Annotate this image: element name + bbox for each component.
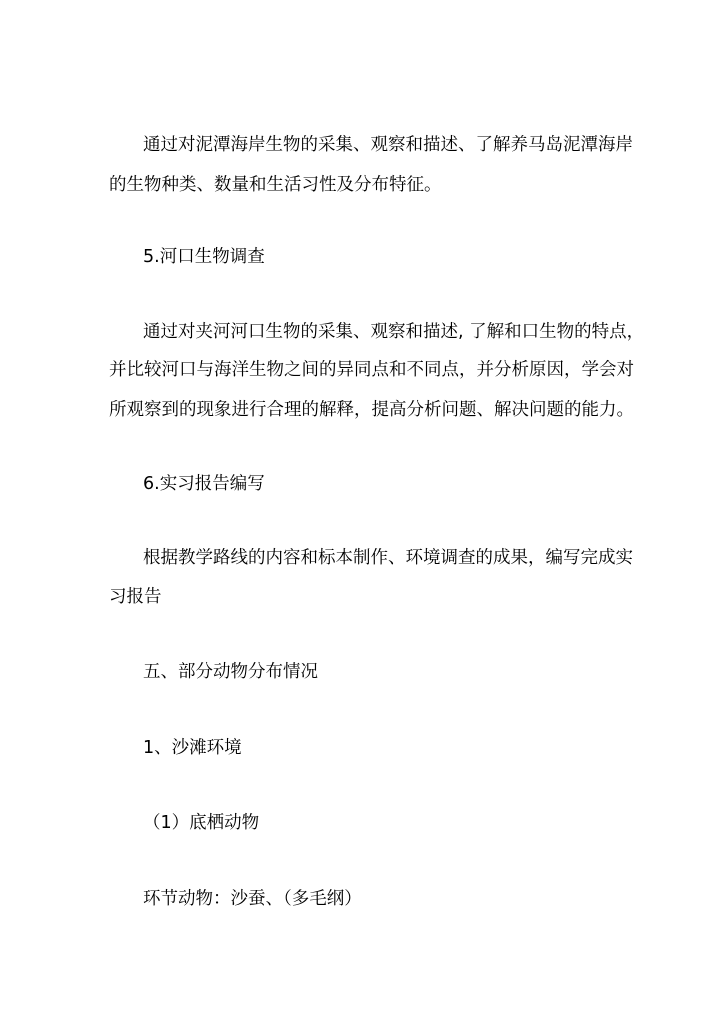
text-line: 习报告	[109, 587, 162, 607]
text-line: 通过对夹河河口生物的采集、观察和描述, 了解和口生物的特点，	[143, 322, 645, 342]
text-line: 根据教学路线的内容和标本制作、环境调查的成果，编写完成实	[143, 548, 633, 568]
section-heading: 五、部分动物分布情况	[143, 662, 318, 682]
subsection-heading: （1）底栖动物	[143, 813, 260, 833]
text-line: 并比较河口与海洋生物之间的异同点和不同点，并分析原因，学会对	[109, 360, 634, 380]
text-line: 通过对泥潭海岸生物的采集、观察和描述、了解养马岛泥潭海岸	[143, 135, 633, 155]
text-line: 环节动物：沙蚕、（多毛纲）	[143, 889, 362, 909]
section-heading: 6.实习报告编写	[143, 474, 265, 494]
section-heading: 5.河口生物调查	[143, 247, 265, 267]
subsection-heading: 1、沙滩环境	[143, 738, 242, 758]
text-line: 所观察到的现象进行合理的解释，提高分析问题、解决问题的能力。	[109, 400, 634, 420]
text-line: 的生物种类、数量和生活习性及分布特征。	[109, 175, 442, 195]
